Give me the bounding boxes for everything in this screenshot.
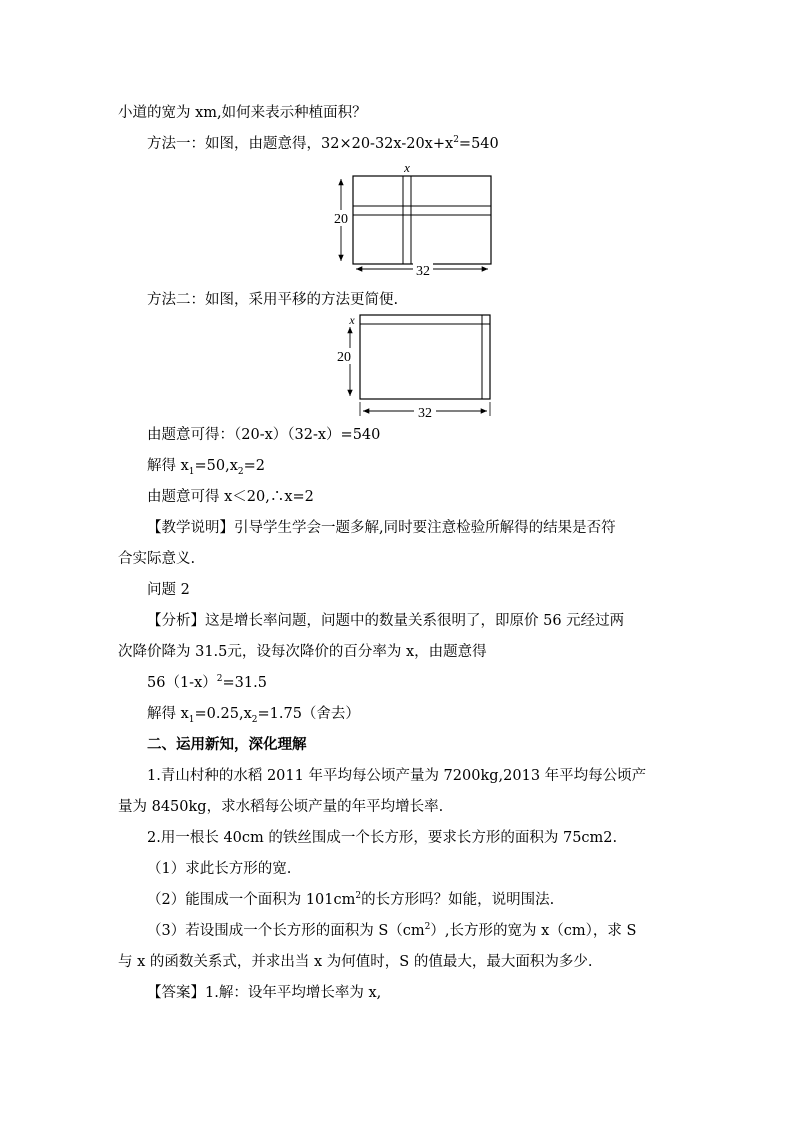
text-span: 方法一：如图，由题意得，32×20-32x-20x+x [147, 136, 454, 152]
field-rect [360, 315, 490, 399]
text-line: （1）求此长方形的宽. [147, 861, 292, 877]
text-span: 解得 x [147, 706, 189, 722]
equation-line [147, 673, 267, 693]
text-line: 由题意可得：（20-x）（32-x）=540 [147, 427, 381, 443]
subscript: 1 [188, 714, 195, 725]
text-span: =31.5 [222, 675, 267, 691]
text-line: 1.青山村种的水稻 2011 年平均每公顷产量为 7200kg,2013 年平均每公顷产 [147, 768, 647, 784]
text-line: 合实际意义. [118, 551, 196, 567]
text-line: 量为 8450kg，求水稻每公顷产量的年平均增长率. [118, 799, 444, 815]
solution-line [147, 456, 265, 476]
superscript: 2 [424, 922, 431, 933]
superscript: 2 [355, 891, 362, 902]
height-label: 20 [334, 212, 348, 227]
figure-shifted-paths [330, 310, 500, 420]
text-line: 【答案】1.解：设年平均增长率为 x, [147, 985, 382, 1001]
field-rect [353, 176, 491, 264]
subscript: 1 [188, 466, 195, 477]
method1-equation [147, 134, 499, 154]
text-line: 由题意可得 x＜20,∴x=2 [147, 489, 314, 505]
text-line: 【教学说明】引导学生学会一题多解,同时要注意检验所解得的结果是否符 [147, 520, 616, 536]
text-span: ）,长方形的宽为 x（cm），求 S [430, 923, 637, 939]
superscript: 2 [453, 135, 459, 146]
text-line: 小道的宽为 xm,如何来表示种植面积？ [118, 105, 367, 121]
solution-line [147, 704, 360, 724]
x-label: x [349, 313, 355, 327]
text-span: =2 [243, 458, 266, 474]
text-line: 次降价降为 31.5元，设每次降价的百分率为 x，由题意得 [118, 644, 487, 660]
text-line: 方法二：如图，采用平移的方法更简便. [147, 292, 399, 308]
subquestion-line [147, 921, 636, 941]
text-span: =50,x [194, 458, 238, 474]
text-line: 与 x 的函数关系式，并求出当 x 为何值时，S 的值最大，最大面积为多少. [118, 954, 593, 970]
subscript: 2 [237, 466, 244, 477]
x-label: x [404, 160, 410, 175]
text-span: （2）能围成一个面积为 101cm [147, 892, 356, 908]
text-span: =0.25,x [194, 706, 252, 722]
height-label: 20 [337, 350, 351, 365]
figure-crossing-paths [325, 160, 505, 278]
superscript: 2 [216, 674, 223, 685]
width-label: 32 [416, 264, 430, 278]
section-heading: 二、运用新知，深化理解 [147, 736, 307, 753]
text-span: （3）若设围成一个长方形的面积为 S（cm [147, 923, 425, 939]
subquestion-line [147, 890, 554, 910]
text-span: 56（1-x） [147, 675, 217, 691]
text-line: 【分析】这是增长率问题，问题中的数量关系很明了，即原价 56 元经过两 [147, 613, 625, 629]
text-span: 解得 x [147, 458, 189, 474]
text-line: 问题 2 [147, 582, 190, 598]
text-span: =540 [458, 136, 499, 152]
width-label: 32 [418, 406, 432, 420]
text-span: =1.75（舍去） [257, 706, 360, 722]
text-line: 2.用一根长 40cm 的铁丝围成一个长方形，要求长方形的面积为 75cm2. [147, 830, 618, 846]
text-span: 的长方形吗？如能，说明围法. [361, 892, 555, 908]
subscript: 2 [251, 714, 258, 725]
